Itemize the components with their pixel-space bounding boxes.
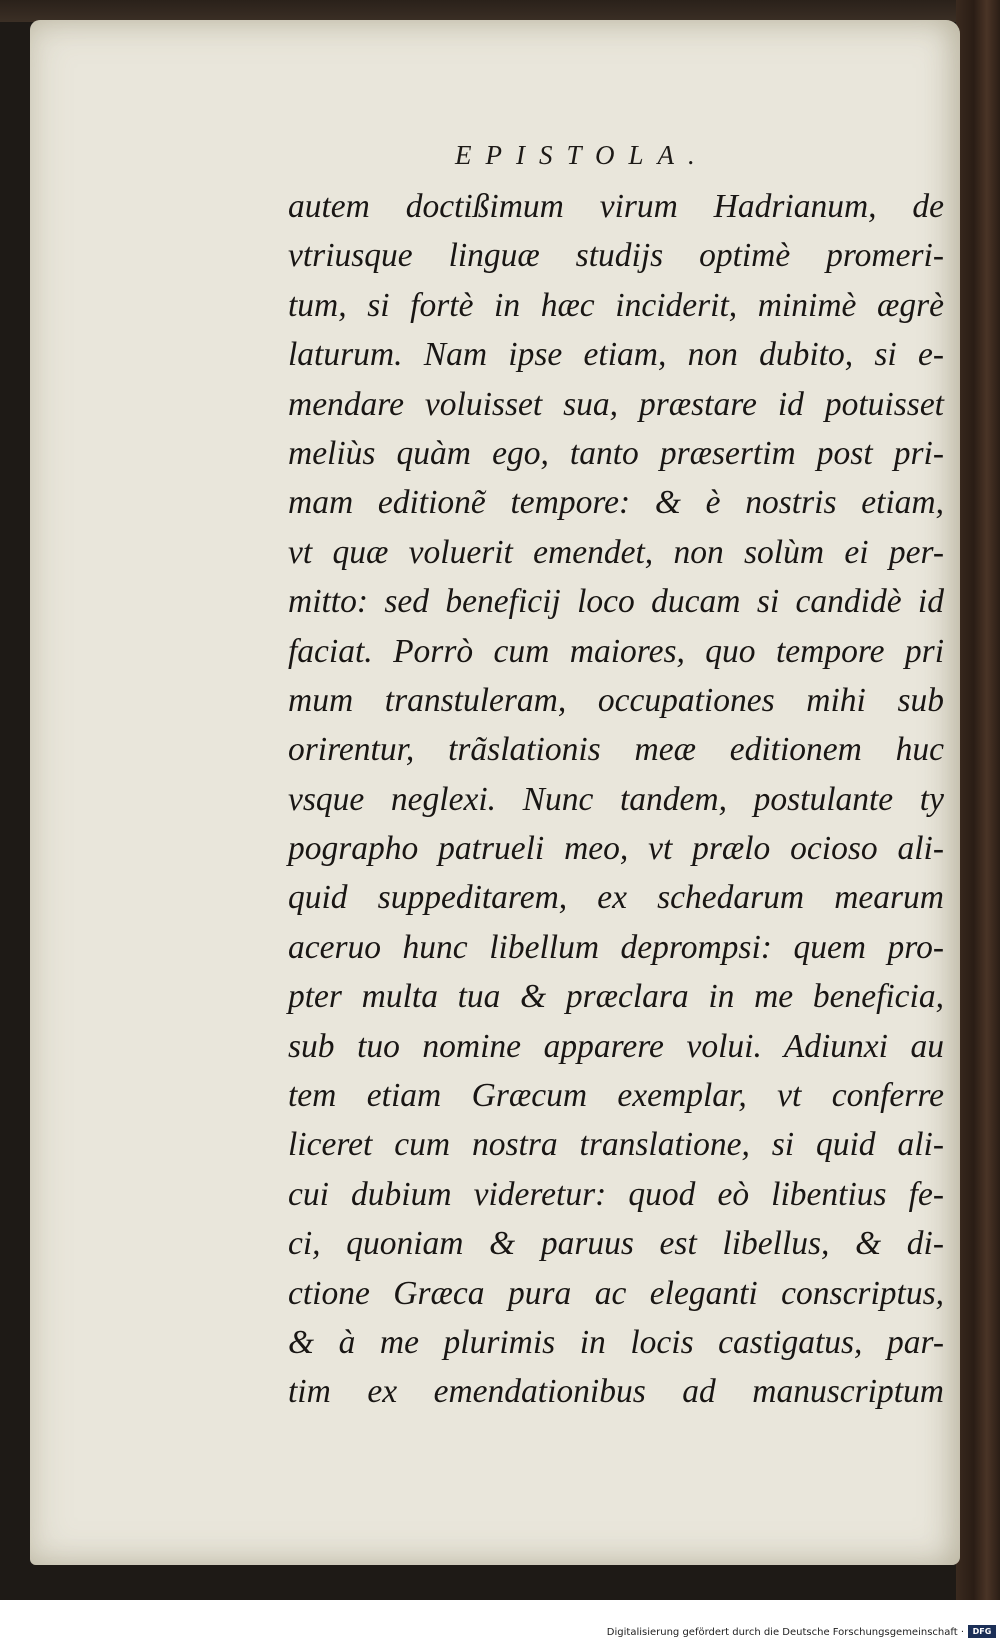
book-binding (956, 0, 1000, 1600)
text-line: pter multa tua & præclara in me beneficia, (288, 978, 944, 1016)
text-line: tim ex emendationibus ad manuscriptum (288, 1373, 944, 1411)
text-line: sub tuo nomine apparere volui. Adiunxi au (288, 1027, 944, 1065)
running-head: EPISTOLA. (455, 140, 709, 170)
text-line: mam editionẽ tempore: & è nostris etiam, (288, 484, 944, 522)
book-edge-top (0, 0, 1000, 22)
funding-credit: Digitalisierung gefördert durch die Deutsche Forschungsgemeinschaft · (606, 1627, 964, 1638)
text-line: aceruo hunc libellum deprompsi: quem pro- (288, 928, 944, 966)
text-line: mum transtuleram, occupationes mihi sub (288, 681, 944, 719)
body-text (288, 182, 944, 1417)
text-line: mendare voluisset sua, præstare id potuisset (288, 385, 944, 423)
text-line: vt quæ voluerit emendet, non solùm ei per- (288, 533, 944, 571)
text-line: liceret cum nostra translatione, si quid ali- (288, 1126, 944, 1164)
footer-bar (0, 1600, 1000, 1641)
text-line: laturum. Nam ipse etiam, non dubito, si e- (288, 336, 944, 374)
dfg-logo: DFG (968, 1625, 996, 1638)
text-line: cui dubium videretur: quod eò libentius fe- (288, 1175, 944, 1213)
text-line: ctione Græca pura ac eleganti conscriptus, (288, 1274, 944, 1312)
text-line: ci, quoniam & paruus est libellus, & di- (288, 1225, 944, 1263)
text-line: vsque neglexi. Nunc tandem, postulante ty (288, 780, 944, 818)
text-line: faciat. Porrò cum maiores, quo tempore pri (288, 632, 944, 670)
text-line: meliùs quàm ego, tanto præsertim post pri- (288, 434, 944, 472)
text-line: tem etiam Græcum exemplar, vt conferre (288, 1077, 944, 1115)
text-line: orirentur, trãslationis meæ editionem huc (288, 731, 944, 769)
text-line: vtriusque linguæ studijs optimè promeri- (288, 237, 944, 275)
text-line: tum, si fortè in hæc inciderit, minimè ægrè (288, 286, 944, 324)
text-line: autem doctißimum virum Hadrianum, de (288, 188, 944, 225)
text-line: pographo patrueli meo, vt prælo ocioso ali- (288, 830, 944, 868)
text-line: quid suppeditarem, ex schedarum mearum (288, 879, 944, 917)
text-line: & à me plurimis in locis castigatus, par- (288, 1323, 944, 1361)
text-line: mitto: sed beneficij loco ducam si candidè id (288, 583, 944, 621)
